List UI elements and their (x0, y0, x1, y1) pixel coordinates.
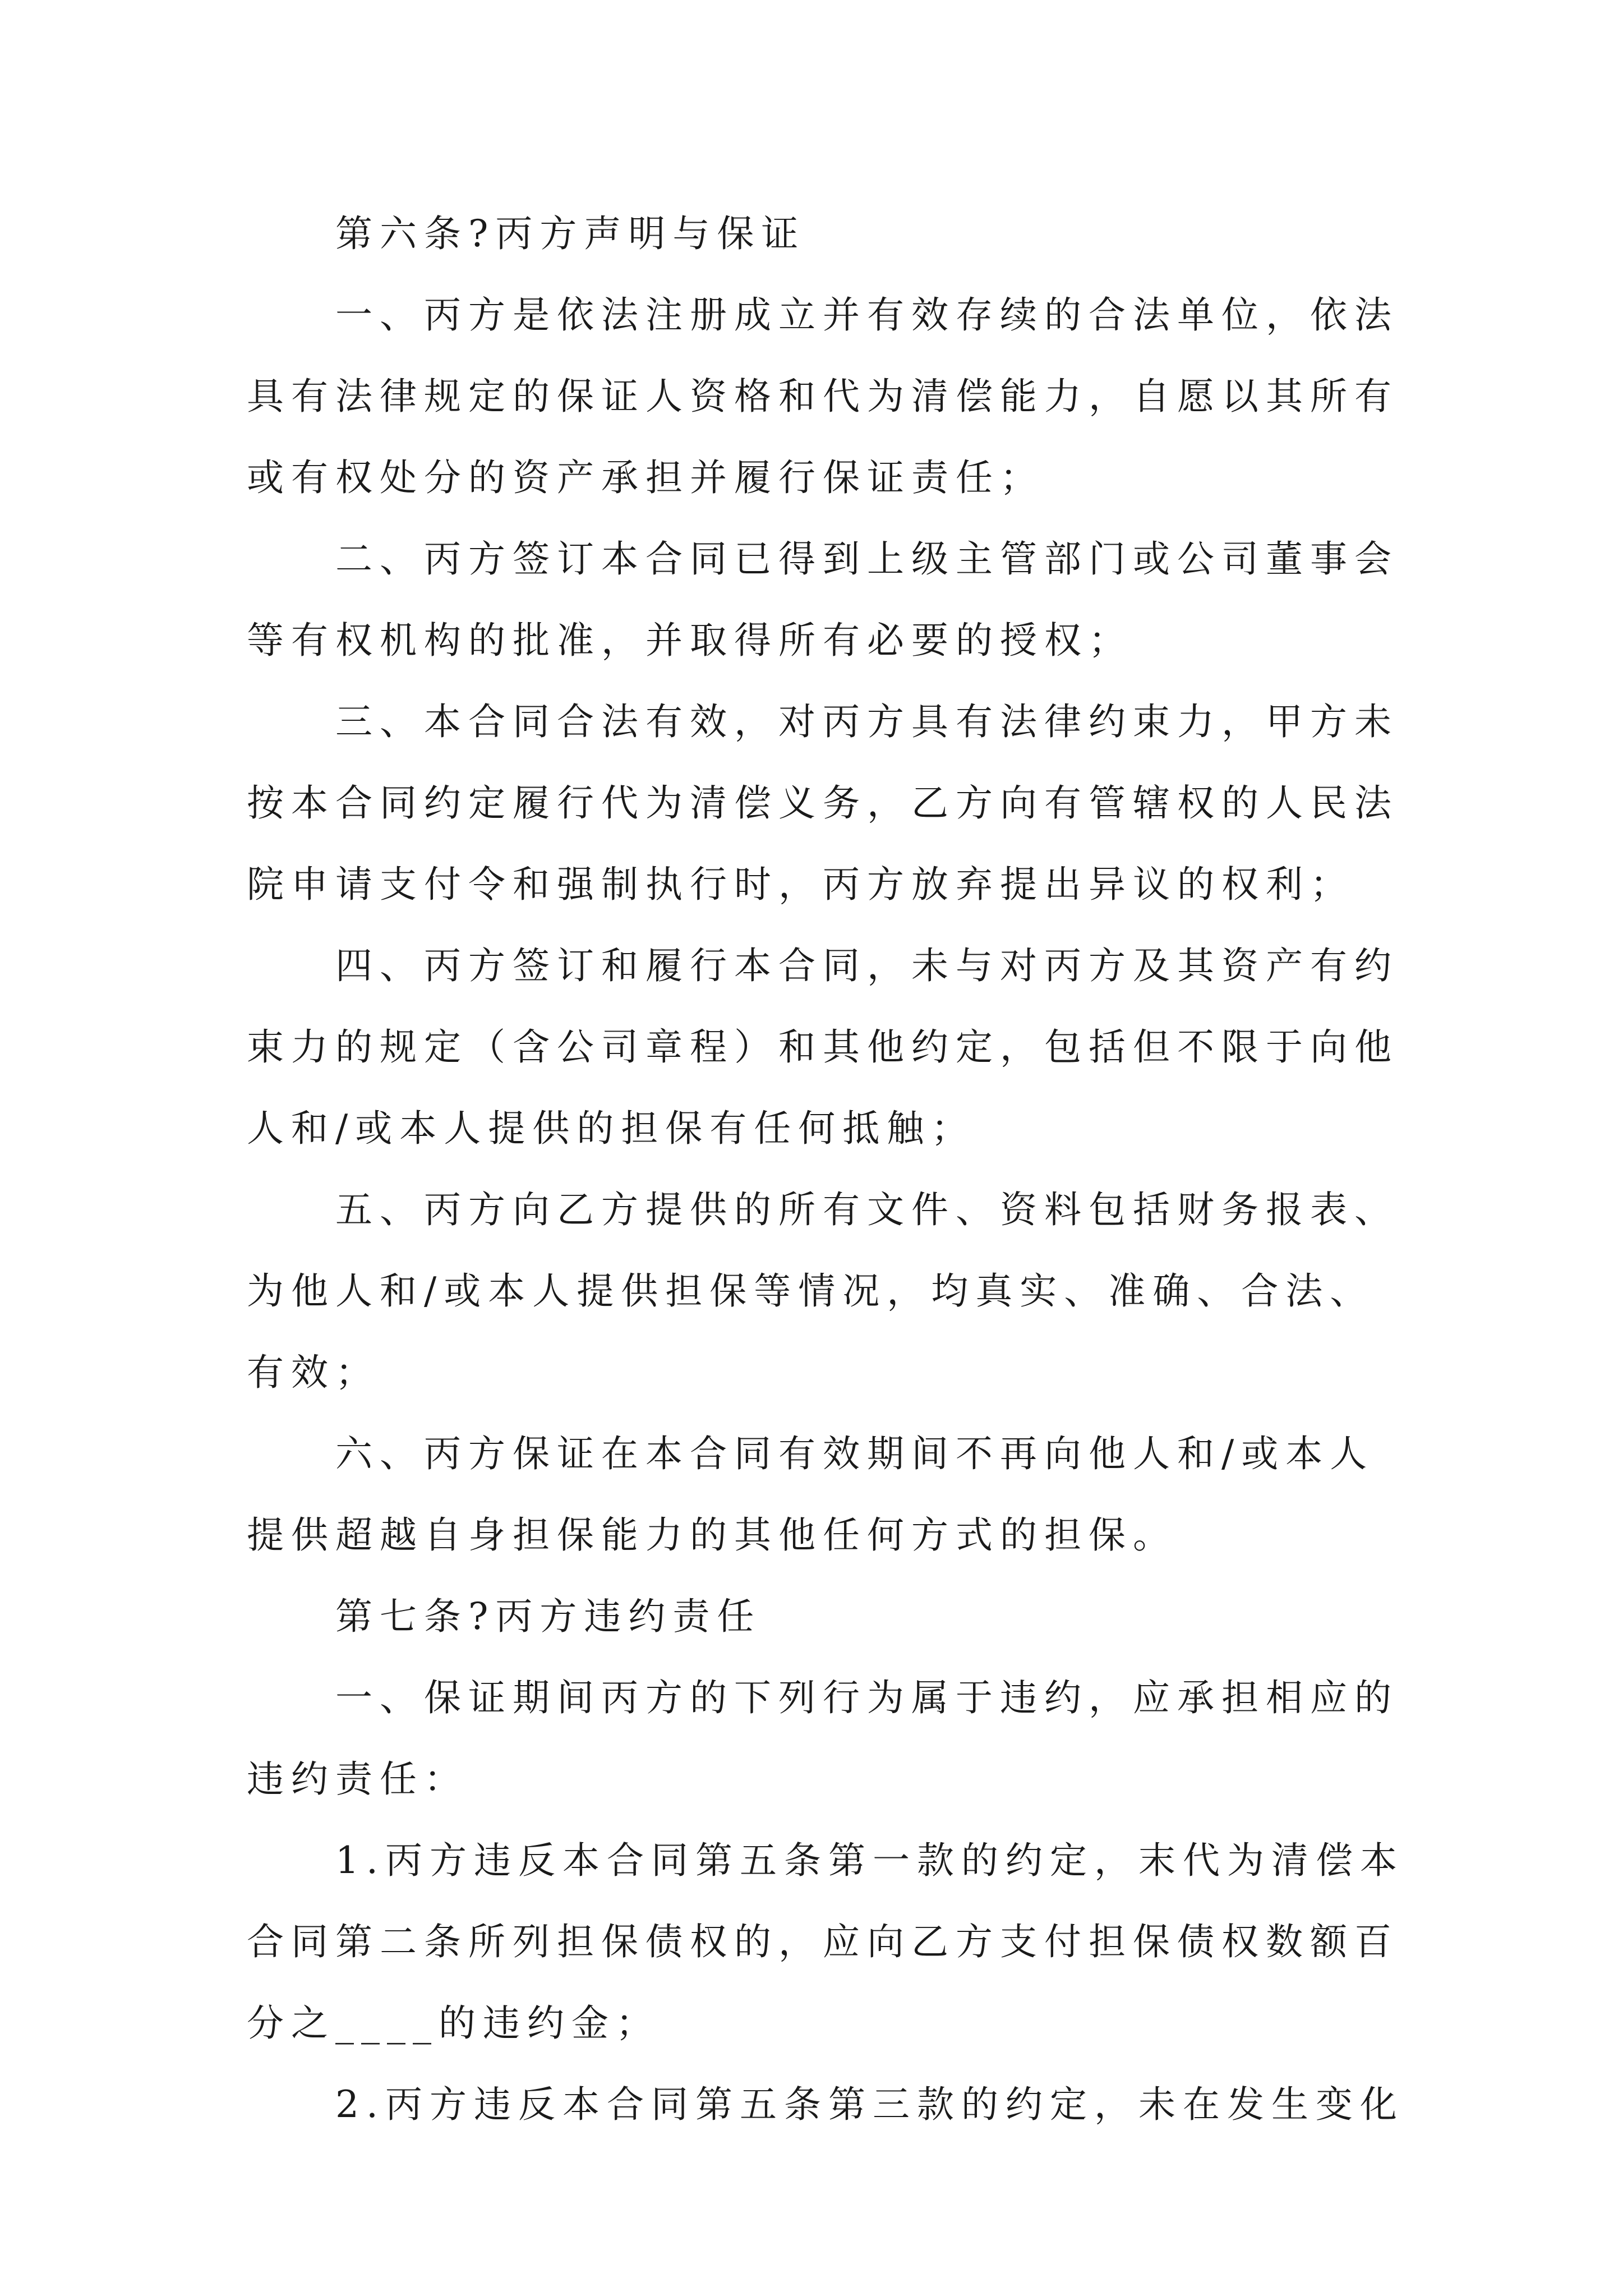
article-6-clause-3-line-2: 按本合同约定履行代为清偿义务，乙方向有管辖权的人民法 (247, 781, 1399, 825)
article-7-heading: 第七条?丙方违约责任 (335, 1595, 762, 1638)
article-7-item-1-line-2: 合同第二条所列担保债权的，应向乙方支付担保债权数额百 (247, 1920, 1399, 1963)
article-6-clause-3-line-3: 院申请支付令和强制执行时，丙方放弃提出异议的权利； (247, 863, 1354, 906)
article-7-item-2-line-1: 2.丙方违反本合同第五条第三款的约定，未在发生变化 (335, 2083, 1404, 2126)
article-6-clause-5-line-1: 五、丙方向乙方提供的所有文件、资料包括财务报表、 (335, 1188, 1399, 1231)
article-6-clause-3-line-1: 三、本合同合法有效，对丙方具有法律约束力，甲方未 (335, 700, 1399, 743)
article-6-clause-6-line-1: 六、丙方保证在本合同有效期间不再向他人和/或本人 (335, 1432, 1375, 1475)
article-6-clause-1-line-2: 具有法律规定的保证人资格和代为清偿能力，自愿以其所有 (247, 375, 1399, 418)
article-6-clause-4-line-1: 四、丙方签订和履行本合同，未与对丙方及其资产有约 (335, 944, 1399, 987)
article-7-item-1-line-3: 分之____的违约金； (247, 2001, 660, 2045)
article-6-clause-5-line-2: 为他人和/或本人提供担保等情况，均真实、准确、合法、 (247, 1269, 1375, 1313)
article-6-clause-1-line-3: 或有权处分的资产承担并履行保证责任； (247, 456, 1044, 499)
article-6-clause-1-line-1: 一、丙方是依法注册成立并有效存续的合法单位，依法 (335, 293, 1399, 337)
article-6-clause-2-line-1: 二、丙方签订本合同已得到上级主管部门或公司董事会 (335, 537, 1399, 581)
article-6-clause-4-line-3: 人和/或本人提供的担保有任何抵触； (247, 1107, 976, 1150)
article-6-heading: 第六条?丙方声明与保证 (335, 212, 806, 255)
article-7-clause-1-line-1: 一、保证期间丙方的下列行为属于违约，应承担相应的 (335, 1676, 1399, 1719)
article-6-clause-2-line-2: 等有权机构的批准，并取得所有必要的授权； (247, 619, 1133, 662)
article-6-clause-6-line-2: 提供超越自身担保能力的其他任何方式的担保。 (247, 1513, 1177, 1557)
article-6-clause-4-line-2: 束力的规定（含公司章程）和其他约定，包括但不限于向他 (247, 1025, 1399, 1069)
article-6-clause-5-line-3: 有效； (247, 1351, 380, 1394)
article-7-item-1-line-1: 1.丙方违反本合同第五条第一款的约定，末代为清偿本 (335, 1839, 1404, 1882)
article-7-clause-1-line-2: 违约责任： (247, 1757, 468, 1801)
